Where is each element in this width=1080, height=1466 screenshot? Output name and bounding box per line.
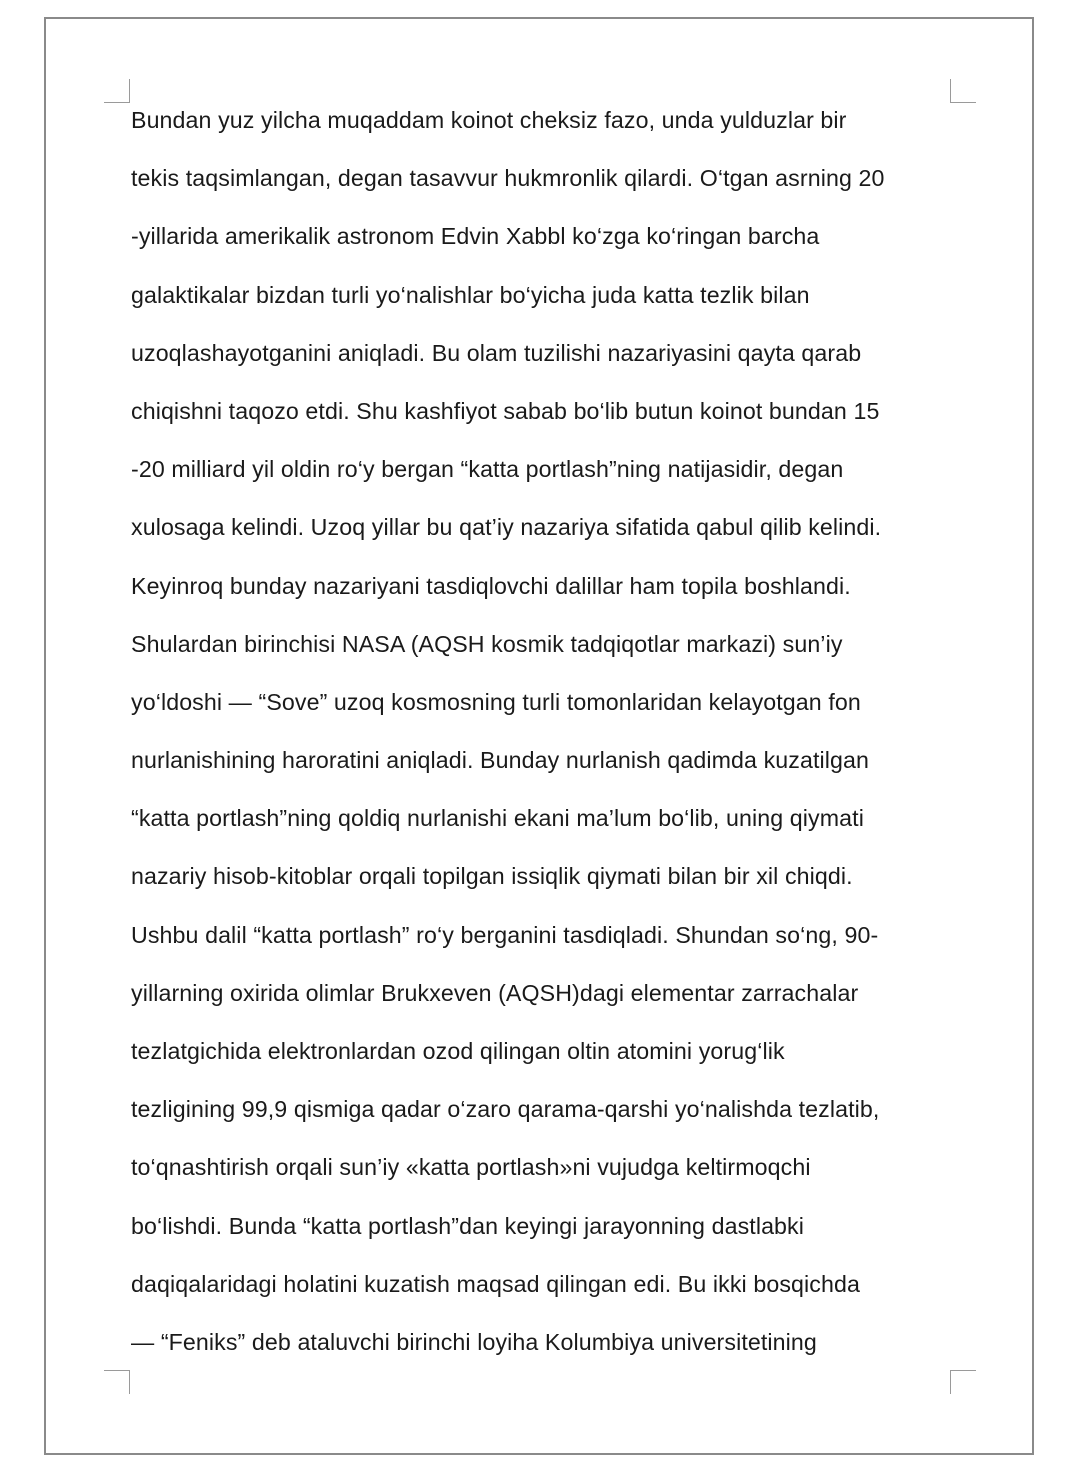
text-line-4: galaktikalar bizdan turli yo‘nalishlar bo‘yicha juda katta tezlik bilan [131,281,810,308]
text-line-6: chiqishni taqozo etdi. Shu kashfiyot sabab bo‘lib butun koinot bundan 15 [131,397,880,424]
text-line-21: daqiqalaridagi holatini kuzatish maqsad qilingan edi. Bu ikki bosqichda [131,1270,860,1297]
text-line-20: bo‘lishdi. Bunda “katta portlash”dan keyingi jarayonning dastlabki [131,1212,805,1239]
text-line-1: Bundan yuz yilcha muqaddam koinot cheksiz fazo, unda yulduzlar bir [131,107,847,133]
document-body [131,97,961,1377]
text-line-15: Ushbu dalil “katta portlash” ro‘y berganini tasdiqladi. Shundan so‘ng, 90- [131,921,879,948]
text-line-12: nurlanishining haroratini aniqladi. Bunday nurlanish qadimda kuzatilgan [131,747,869,774]
text-line-13: “katta portlash”ning qoldiq nurlanishi ekani ma’lum bo‘lib, uning qiymati [131,805,864,832]
top-left-margin-marker [104,79,130,103]
text-line-9: Keyinroq bunday nazariyani tasdiqlovchi dalillar ham topila boshlandi. [131,572,851,599]
text-line-10: Shulardan birinchisi NASA (AQSH kosmik tadqiqotlar markazi) sun’iy [131,630,843,657]
bottom-left-margin-marker [104,1370,130,1394]
text-line-2: tekis taqsimlangan, degan tasavvur hukmronlik qilardi. O‘tgan asrning 20 [131,165,885,192]
text-line-17: tezlatgichida elektronlardan ozod qilingan oltin atomini yorug‘lik [131,1038,785,1064]
text-line-5: uzoqlashayotganini aniqladi. Bu olam tuzilishi nazariyasini qayta qarab [131,339,862,366]
text-line-11: yo‘ldoshi — “Sove” uzoq kosmosning turli tomonlaridan kelayotgan fon [131,688,861,715]
text-line-7: -20 milliard yil oldin ro‘y bergan “katta portlash”ning natijasidir, degan [131,456,844,483]
text-line-8: xulosaga kelindi. Uzoq yillar bu qat’iy nazariya sifatida qabul qilib kelindi. [131,514,882,541]
text-line-3: -yillarida amerikalik astronom Edvin Xabbl ko‘zga ko‘ringan barcha [131,223,820,250]
text-line-16: yillarning oxirida olimlar Brukxeven (AQSH)dagi elementar zarrachalar [131,979,859,1006]
text-line-14: nazariy hisob-kitoblar orqali topilgan issiqlik qiymati bilan bir xil chiqdi. [131,863,853,890]
text-line-19: to‘qnashtirish orqali sun’iy «katta portlash»ni vujudga keltirmoqchi [131,1154,811,1181]
text-line-22: — “Feniks” deb ataluvchi birinchi loyiha Kolumbiya universitetining [131,1328,817,1355]
text-line-18: tezligining 99,9 qismiga qadar o‘zaro qarama-qarshi yo‘nalishda tezlatib, [131,1096,880,1123]
